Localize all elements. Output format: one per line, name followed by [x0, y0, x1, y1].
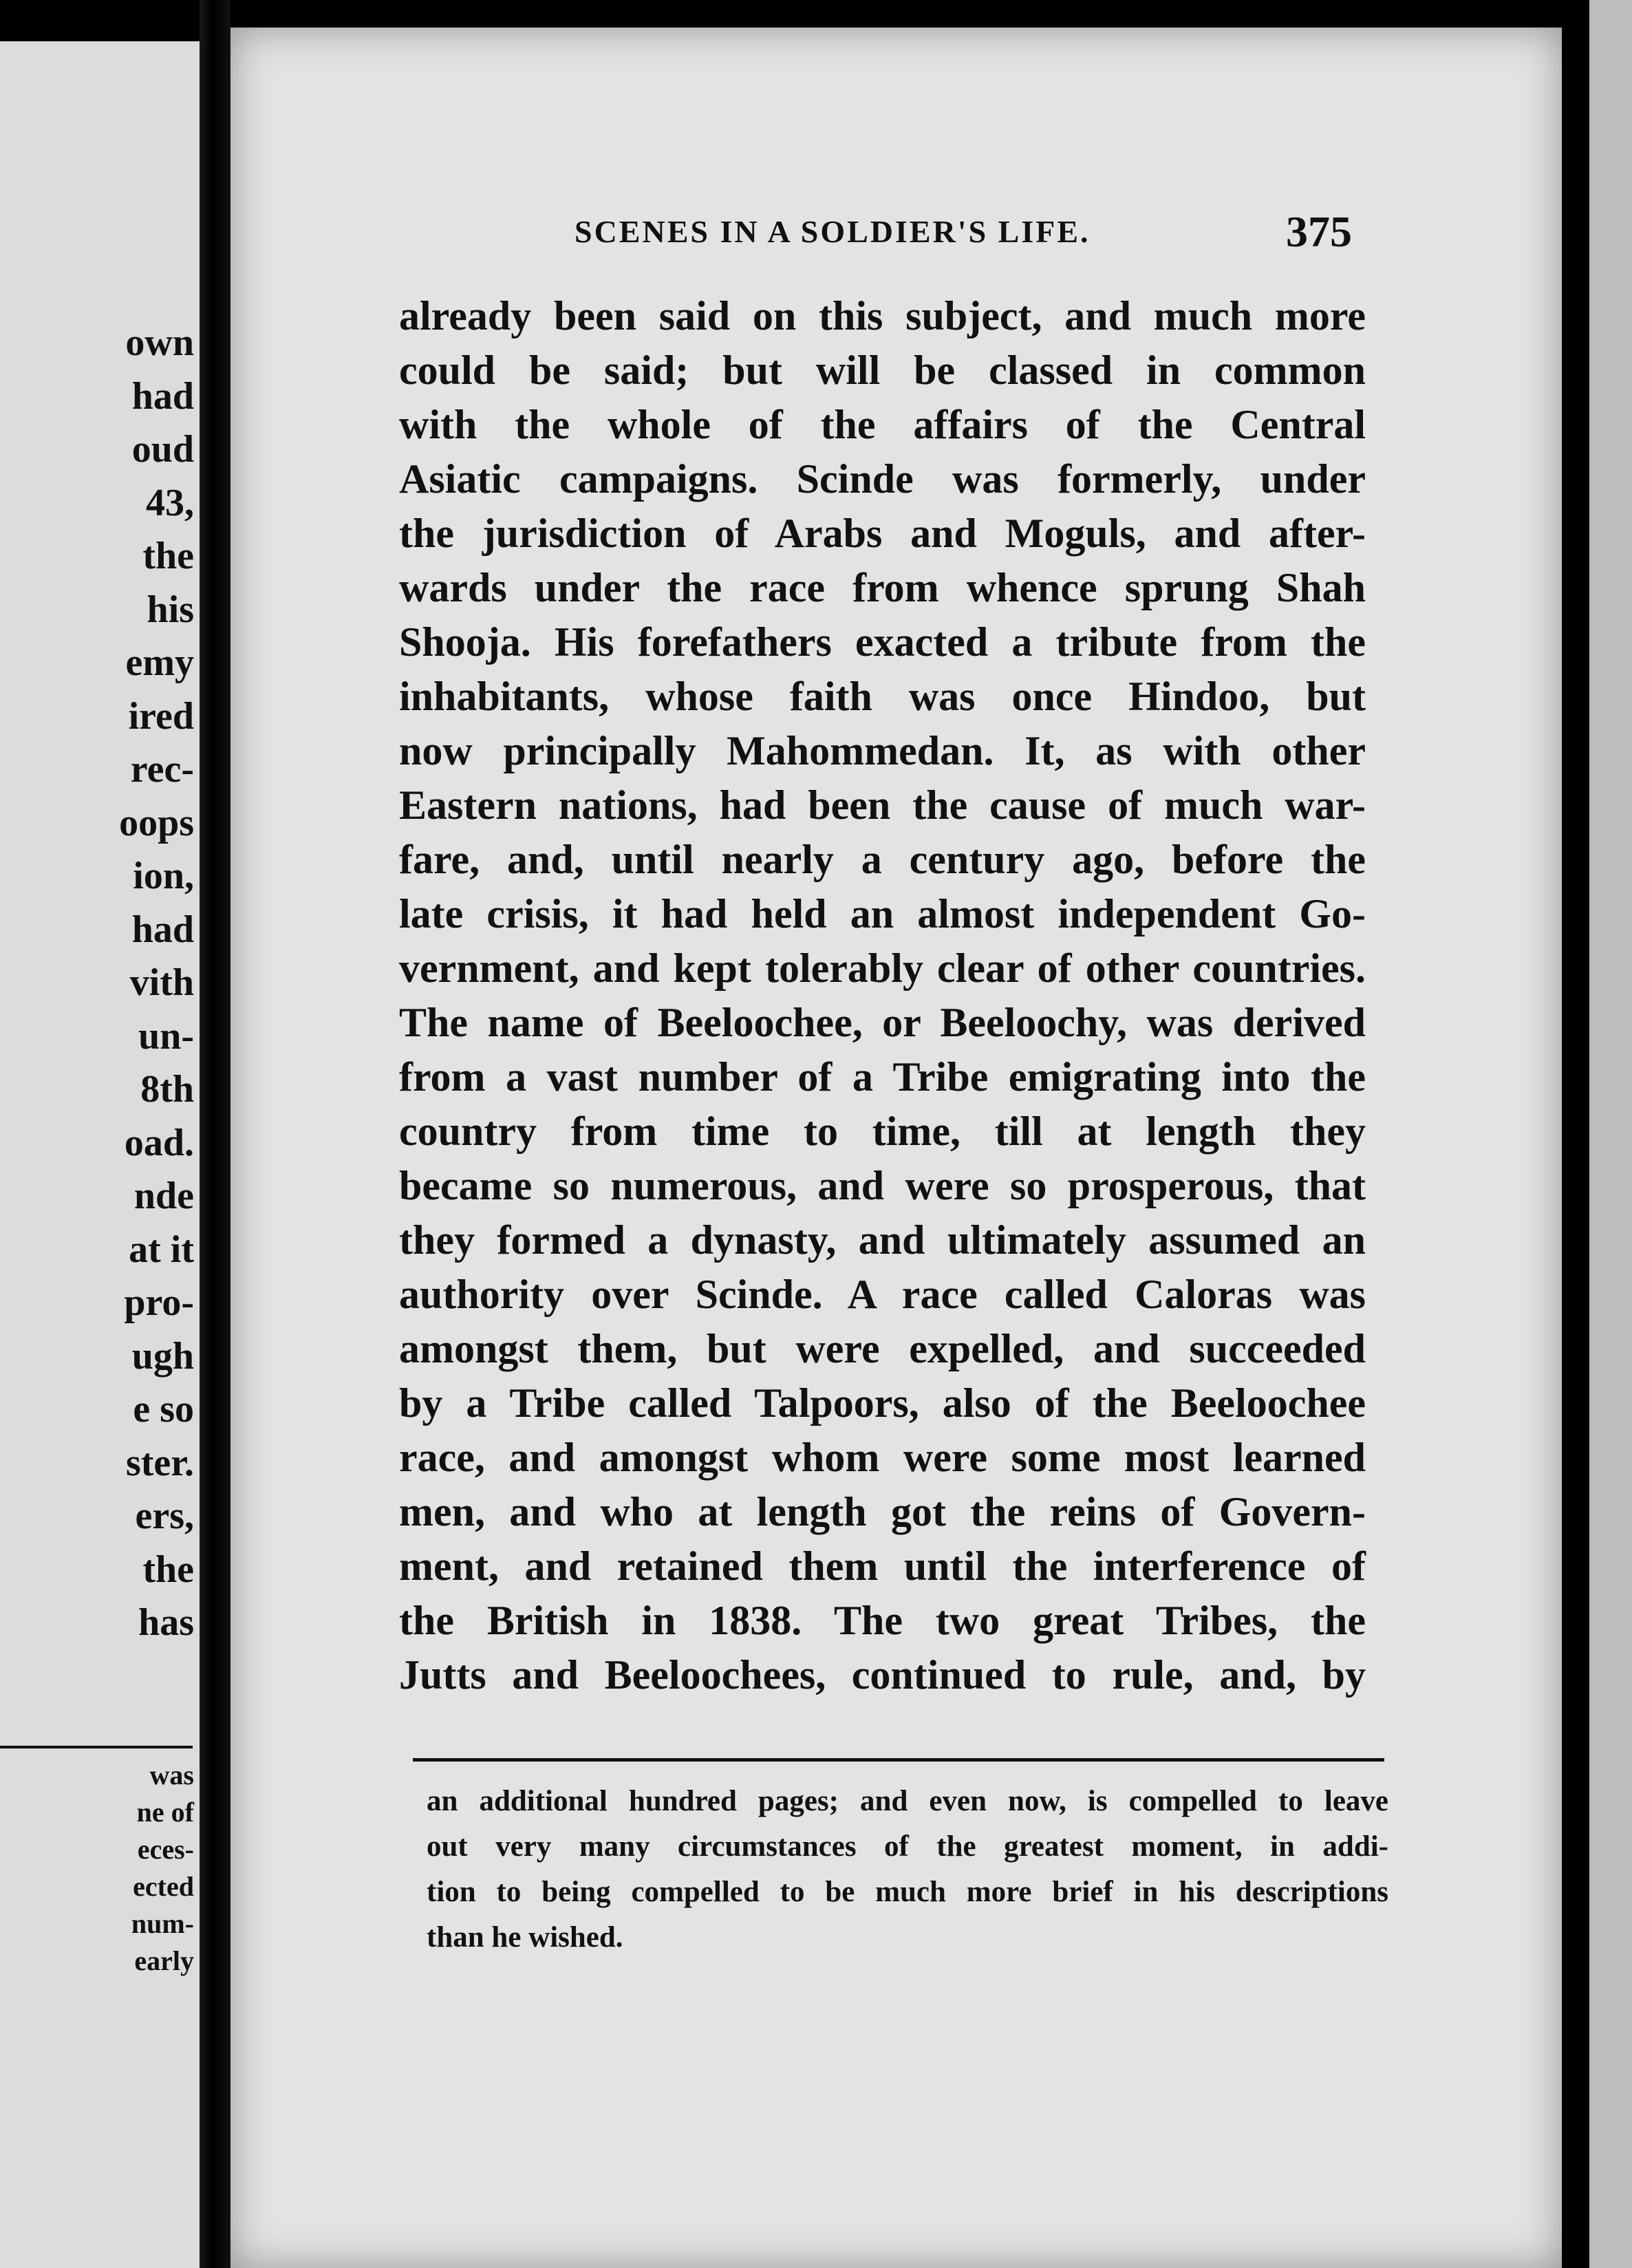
- facing-page-text-fragment: had: [131, 908, 194, 951]
- facing-page-text-fragment: oops: [119, 802, 194, 844]
- body-line: they formed a dynasty, and ultimately assumed an: [399, 1217, 1366, 1263]
- body-line: authority over Scinde. A race called Caloras was: [399, 1272, 1366, 1317]
- body-line: from a vast number of a Tribe emigrating into the: [399, 1054, 1366, 1100]
- body-line: now principally Mahommedan. It, as with other: [399, 728, 1366, 773]
- facing-page-text-fragment: vith: [129, 961, 194, 1004]
- body-text: [399, 289, 1366, 1702]
- body-line: became so numerous, and were so prosperous, that: [399, 1163, 1366, 1208]
- facing-page-footnote-fragment: ne of: [136, 1797, 194, 1828]
- body-line: inhabitants, whose faith was once Hindoo, but: [399, 674, 1366, 719]
- facing-page-text-fragment: nde: [133, 1175, 194, 1217]
- facing-page-text-fragment: oad.: [124, 1122, 194, 1164]
- facing-page-text-fragment: ers,: [135, 1495, 194, 1537]
- facing-page-fragment: [0, 41, 200, 2268]
- facing-page-footnote-fragment: early: [134, 1945, 194, 1976]
- body-line: already been said on this subject, and much more: [399, 293, 1366, 339]
- facing-page-footnote-fragment: eces-: [137, 1834, 194, 1865]
- facing-page-footnote-fragment: was: [149, 1759, 194, 1790]
- facing-page-footnote-rule: [0, 1746, 193, 1748]
- facing-page-footnote-fragment: ected: [133, 1871, 194, 1902]
- body-line: country from time to time, till at length they: [399, 1109, 1366, 1154]
- body-line: amongst them, but were expelled, and succeeded: [399, 1326, 1366, 1371]
- footnote-line: out very many circumstances of the greatest moment, in addi-: [427, 1830, 1388, 1863]
- body-line: Eastern nations, had been the cause of much war-: [399, 782, 1366, 828]
- facing-page-text-fragment: e so: [133, 1388, 194, 1431]
- facing-page-text-fragment: ster.: [125, 1442, 194, 1484]
- running-title: SCENES IN A SOLDIER'S LIFE.: [575, 214, 1091, 249]
- body-line: the British in 1838. The two great Tribes, the: [399, 1598, 1366, 1643]
- body-line: late crisis, it had held an almost independent Go-: [399, 891, 1366, 937]
- facing-page-text-fragment: has: [138, 1601, 194, 1644]
- facing-page-text-fragment: his: [147, 588, 194, 631]
- body-line: Shooja. His forefathers exacted a tribute from the: [399, 619, 1366, 665]
- facing-page-text-fragment: had: [131, 375, 194, 418]
- body-line: Asiatic campaigns. Scinde was formerly, under: [399, 456, 1366, 502]
- body-line: the jurisdiction of Arabs and Moguls, and after-: [399, 511, 1366, 556]
- facing-page-text-fragment: the: [142, 535, 194, 577]
- next-page-edge: [1589, 0, 1632, 2268]
- facing-page-text-fragment: the: [142, 1548, 194, 1591]
- facing-page-text-fragment: pro-: [124, 1281, 194, 1324]
- body-line: wards under the race from whence sprung Shah: [399, 565, 1366, 610]
- page-number: 375: [1286, 207, 1352, 256]
- facing-page-text-fragment: at it: [129, 1228, 194, 1271]
- facing-page-text-fragment: own: [125, 321, 194, 364]
- body-line: with the whole of the affairs of the Central: [399, 402, 1366, 447]
- facing-page-text-fragment: ired: [128, 695, 194, 738]
- footnote-rule: [413, 1758, 1384, 1762]
- body-line: The name of Beeloochee, or Beeloochy, was derived: [399, 1000, 1366, 1045]
- facing-page-text-fragment: emy: [125, 641, 194, 684]
- facing-page-text-fragment: oud: [131, 428, 194, 471]
- running-head: [368, 206, 1359, 261]
- book-gutter: [200, 0, 230, 2268]
- facing-page-text-fragment: un-: [138, 1015, 194, 1058]
- body-line: race, and amongst whom were some most learned: [399, 1435, 1366, 1480]
- body-line: Jutts and Beeloochees, continued to rule, and, by: [399, 1652, 1366, 1698]
- facing-page-text-fragment: ion,: [133, 855, 194, 897]
- facing-page-text-fragment: 8th: [140, 1068, 194, 1111]
- facing-page-text-fragment: ugh: [131, 1335, 194, 1378]
- body-line: by a Tribe called Talpoors, also of the Beeloochee: [399, 1380, 1366, 1426]
- body-line: fare, and, until nearly a century ago, before the: [399, 837, 1366, 882]
- page-edge-shadow: [1562, 0, 1589, 2268]
- footnote-line: than he wished.: [427, 1921, 623, 1954]
- body-line: men, and who at length got the reins of Govern-: [399, 1489, 1366, 1534]
- body-line: could be said; but will be classed in common: [399, 347, 1366, 393]
- footnote: [427, 1779, 1388, 1960]
- footnote-line: an additional hundred pages; and even now, is compelled to leave: [427, 1785, 1388, 1817]
- facing-page-text-fragment: 43,: [146, 482, 194, 524]
- body-line: ment, and retained them until the interference of: [399, 1543, 1366, 1589]
- facing-page-text-fragment: rec-: [130, 748, 194, 791]
- facing-page-footnote-fragment: num-: [131, 1908, 194, 1939]
- footnote-line: tion to being compelled to be much more brief in his descriptions: [427, 1876, 1388, 1908]
- body-line: vernment, and kept tolerably clear of other countries.: [399, 945, 1366, 991]
